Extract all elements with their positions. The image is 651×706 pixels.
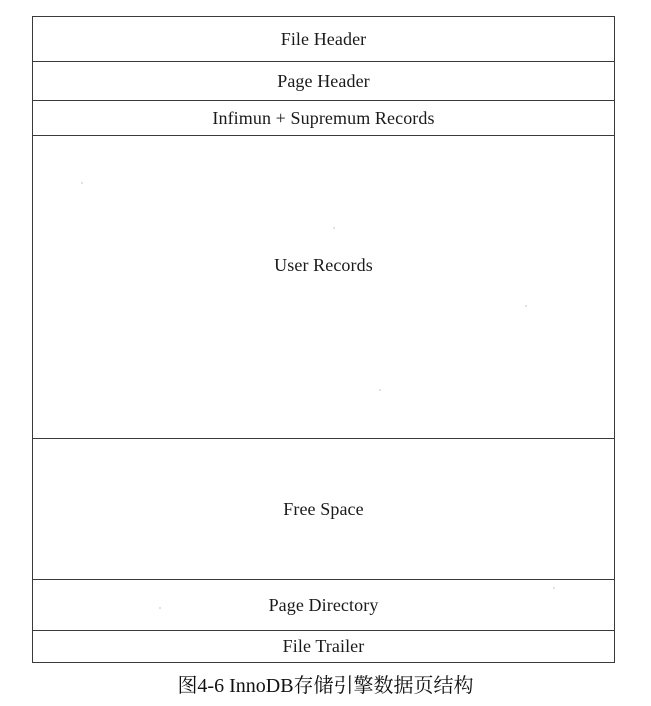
page-header-section — [33, 62, 614, 101]
user-records-label: User Records — [274, 254, 373, 275]
figure-caption: 图4-6 InnoDB存储引擎数据页结构 — [177, 674, 474, 697]
free-space-label: Free Space — [283, 498, 364, 519]
file-header-section — [33, 17, 614, 62]
scan-speck — [525, 305, 527, 307]
page-directory-section — [33, 580, 614, 631]
infimum-supremum-section — [33, 101, 614, 136]
scan-speck — [379, 389, 381, 391]
file-header-label: File Header — [280, 28, 367, 49]
infimum-supremum-label: Infimun + Supremum Records — [212, 107, 435, 128]
file-trailer-section — [33, 631, 614, 662]
innodb-page-structure-diagram — [32, 16, 615, 663]
scan-speck — [333, 227, 335, 229]
scan-speck — [81, 182, 83, 184]
page-header-label: Page Header — [277, 70, 370, 91]
free-space-section — [33, 439, 614, 580]
scan-speck — [553, 587, 555, 589]
scan-speck — [159, 607, 161, 609]
file-trailer-label: File Trailer — [282, 636, 365, 656]
page-directory-label: Page Directory — [268, 594, 379, 615]
user-records-section — [33, 136, 614, 439]
